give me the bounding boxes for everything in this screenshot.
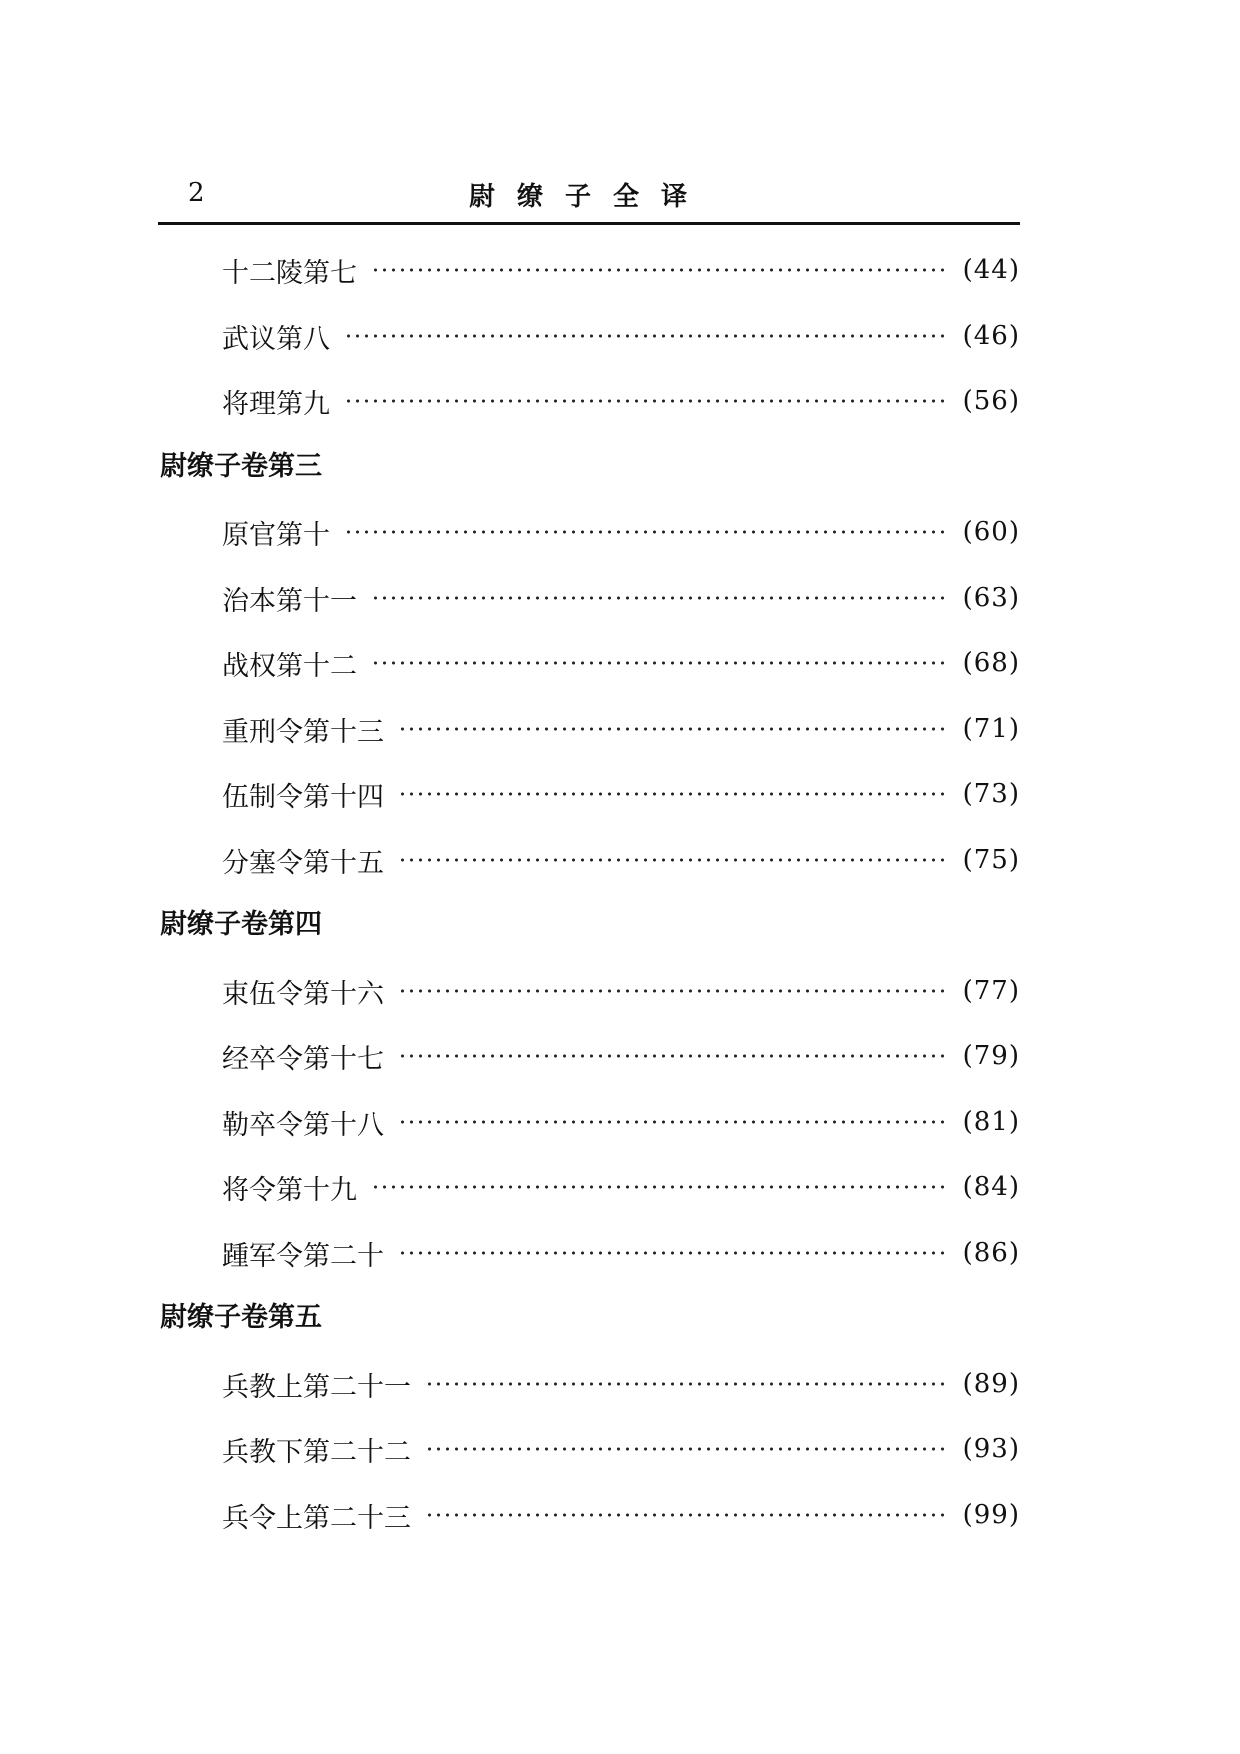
toc-entry-title: 踵军令第二十 [222, 1240, 384, 1272]
dot-leader [371, 267, 949, 273]
toc-entry [222, 1167, 1020, 1207]
toc-entry [222, 643, 1020, 683]
toc-entry [222, 1429, 1020, 1469]
dot-leader [371, 1184, 949, 1190]
toc-entry-title: 战权第十二 [222, 650, 357, 682]
toc-entry [222, 971, 1020, 1011]
dot-leader [398, 988, 949, 994]
toc-entry-title: 兵教上第二十一 [222, 1371, 411, 1403]
toc-entry-title: 兵教下第二十二 [222, 1436, 411, 1468]
toc-entry-page: (93) [962, 1434, 1020, 1464]
toc-entry-title: 兵令上第二十三 [222, 1502, 411, 1534]
section-heading: 尉缭子卷第三 [160, 451, 322, 482]
toc-entry-title: 束伍令第十六 [222, 978, 384, 1010]
toc-entry-page: (77) [962, 976, 1020, 1006]
page-number: 2 [188, 178, 205, 208]
toc-entry [222, 1036, 1020, 1076]
toc-entry [222, 381, 1020, 421]
dot-leader [344, 529, 949, 535]
dot-leader [425, 1446, 949, 1452]
dot-leader [371, 595, 949, 601]
toc-entry-page: (86) [962, 1238, 1020, 1268]
toc-entry-page: (99) [962, 1500, 1020, 1530]
toc-entry-page: (81) [962, 1107, 1020, 1137]
dot-leader [371, 660, 949, 666]
toc-entry [222, 578, 1020, 618]
toc-entry-page: (84) [962, 1172, 1020, 1202]
toc-entry [222, 316, 1020, 356]
toc-entry-page: (56) [962, 386, 1020, 416]
toc-entry-page: (73) [962, 779, 1020, 809]
dot-leader [425, 1381, 949, 1387]
dot-leader [398, 1053, 949, 1059]
dot-leader [398, 791, 949, 797]
toc-entry-title: 勒卒令第十八 [222, 1109, 384, 1141]
toc-entry-page: (79) [962, 1041, 1020, 1071]
dot-leader [398, 726, 949, 732]
toc-entry-title: 伍制令第十四 [222, 781, 384, 813]
toc-entry-title: 十二陵第七 [222, 257, 357, 289]
section-heading: 尉缭子卷第五 [160, 1302, 322, 1333]
toc-entry-title: 将令第十九 [222, 1174, 357, 1206]
toc-entry-page: (89) [962, 1369, 1020, 1399]
section-heading: 尉缭子卷第四 [160, 909, 322, 940]
toc-entry-page: (60) [962, 517, 1020, 547]
toc-entry-title: 原官第十 [222, 519, 330, 551]
book-title: 尉缭子全译 [468, 182, 709, 212]
toc-entry-page: (46) [962, 321, 1020, 351]
dot-leader [398, 1250, 949, 1256]
toc-entry-page: (63) [962, 583, 1020, 613]
dot-leader [398, 857, 949, 863]
dot-leader [425, 1512, 949, 1518]
toc-entry [222, 774, 1020, 814]
toc-entry [222, 1233, 1020, 1273]
toc-entry [222, 250, 1020, 290]
toc-entry [222, 1495, 1020, 1535]
toc-entry-page: (75) [962, 845, 1020, 875]
toc-entry-page: (68) [962, 648, 1020, 678]
toc-entry-title: 武议第八 [222, 323, 330, 355]
toc-entry-page: (44) [962, 255, 1020, 285]
toc-entry-page: (71) [962, 714, 1020, 744]
toc-entry-title: 将理第九 [222, 388, 330, 420]
toc-entry [222, 709, 1020, 749]
toc-entry [222, 1364, 1020, 1404]
toc-entry-title: 治本第十一 [222, 585, 357, 617]
toc-entry [222, 840, 1020, 880]
toc-entry-title: 重刑令第十三 [222, 716, 384, 748]
toc-entry [222, 1102, 1020, 1142]
toc-entry [222, 512, 1020, 552]
toc-entry-title: 经卒令第十七 [222, 1043, 384, 1075]
toc-entry-title: 分塞令第十五 [222, 847, 384, 879]
dot-leader [344, 333, 949, 339]
dot-leader [398, 1119, 949, 1125]
dot-leader [344, 398, 949, 404]
